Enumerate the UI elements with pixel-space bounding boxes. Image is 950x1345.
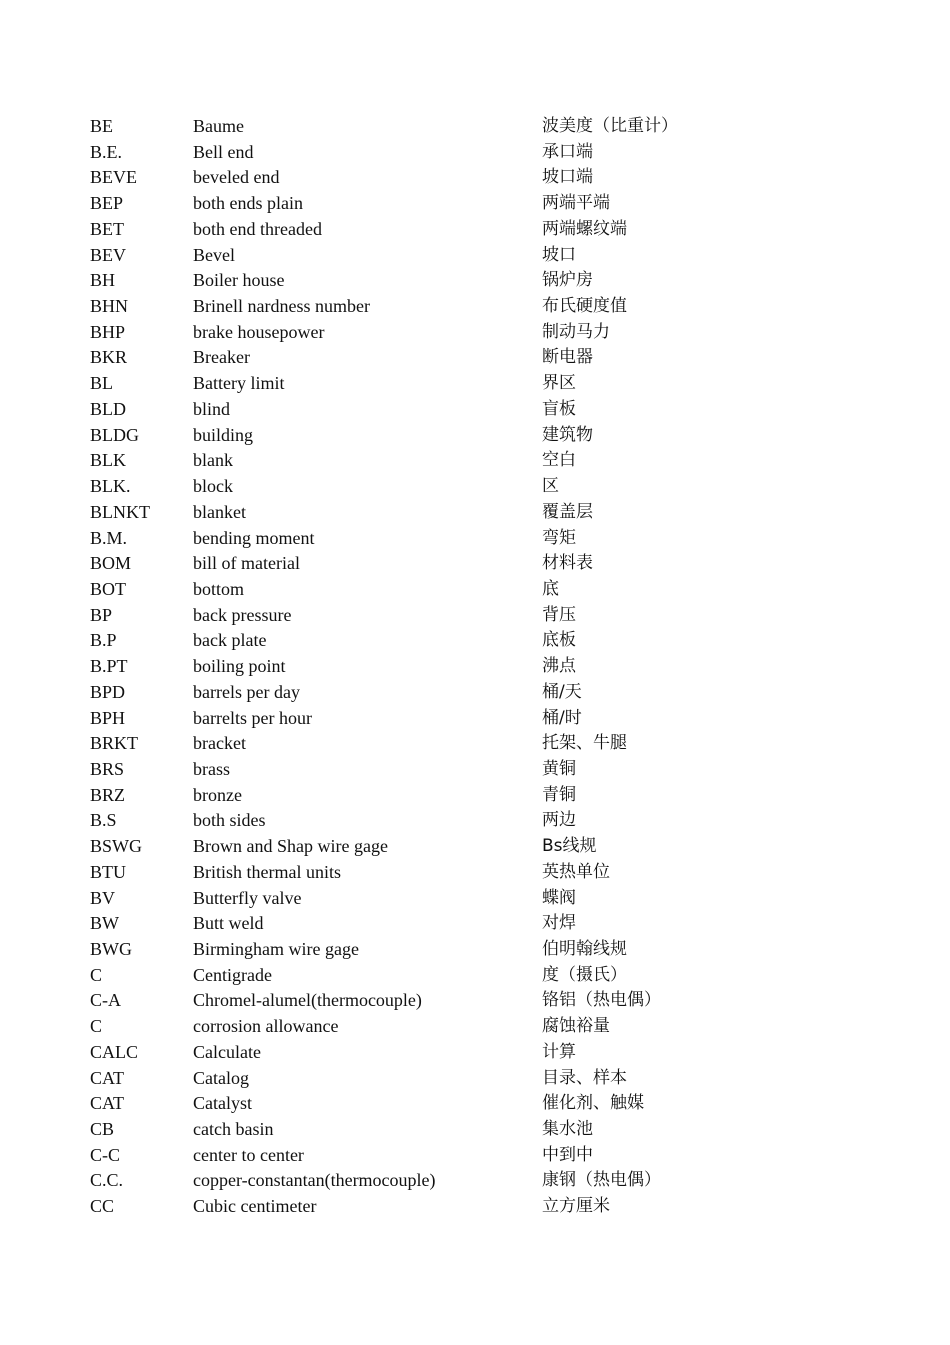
chinese-translation-cell: 承口端 [542, 141, 593, 162]
glossary-row [90, 783, 890, 809]
english-term-cell: bending moment [193, 527, 315, 548]
glossary-row [90, 886, 890, 912]
chinese-translation-cell: 中到中 [542, 1144, 593, 1165]
chinese-translation-cell: 布氏硬度值 [542, 296, 627, 317]
chinese-translation-cell: 断电器 [542, 347, 593, 368]
english-term-cell: building [193, 424, 254, 445]
english-term-cell: bronze [193, 784, 242, 805]
abbreviation-cell: C-A [90, 990, 121, 1011]
english-term-cell: Calculate [193, 1041, 261, 1062]
glossary-row [90, 371, 890, 397]
glossary-row [90, 706, 890, 732]
english-term-cell: Boiler house [193, 270, 285, 291]
chinese-translation-cell: 空白 [542, 450, 576, 471]
glossary-row [90, 114, 890, 140]
english-term-cell: both end threaded [193, 218, 322, 239]
english-term-cell: Chromel-alumel(thermocouple) [193, 990, 422, 1011]
chinese-translation-cell: 两端平端 [542, 193, 610, 214]
chinese-translation-cell: 波美度（比重计） [542, 116, 678, 136]
glossary-row [90, 1066, 890, 1092]
english-term-cell: bottom [193, 578, 245, 599]
chinese-translation-cell: 制动马力 [542, 321, 610, 342]
english-term-cell: Brinell nardness number [193, 296, 370, 317]
english-term-cell: both sides [193, 810, 266, 831]
abbreviation-cell: B.E. [90, 141, 123, 162]
abbreviation-cell: C.C. [90, 1170, 124, 1191]
english-term-cell: bill of material [193, 553, 300, 574]
abbreviation-cell: BOM [90, 553, 132, 574]
glossary-row [90, 963, 890, 989]
glossary-row [90, 860, 890, 886]
chinese-translation-cell: 建筑物 [542, 424, 593, 445]
abbreviation-cell: BRS [90, 758, 125, 779]
english-term-cell: Centigrade [193, 964, 272, 985]
abbreviation-cell: CAT [90, 1093, 125, 1114]
abbreviation-cell: BLD [90, 398, 126, 419]
chinese-translation-cell: 铬铝（热电偶） [542, 990, 661, 1011]
chinese-translation-cell: 伯明翰线规 [542, 939, 627, 959]
abbreviation-cell: BTU [90, 861, 126, 882]
abbreviation-cell: BPH [90, 707, 126, 728]
chinese-translation-cell: 度（摄氏） [542, 964, 627, 985]
glossary-row [90, 1040, 890, 1066]
abbreviation-glossary-table [90, 114, 890, 1220]
english-term-cell: copper-constantan(thermocouple) [193, 1170, 436, 1191]
glossary-row [90, 243, 890, 269]
abbreviation-cell: BHP [90, 321, 126, 342]
abbreviation-cell: CAT [90, 1067, 125, 1088]
chinese-translation-cell: 沸点 [542, 656, 576, 677]
glossary-row [90, 397, 890, 423]
chinese-translation-cell: 材料表 [542, 553, 593, 574]
abbreviation-cell: BPD [90, 681, 126, 702]
english-term-cell: block [193, 476, 233, 497]
glossary-row [90, 345, 890, 371]
abbreviation-cell: BRKT [90, 733, 139, 754]
chinese-translation-cell: 英热单位 [542, 861, 610, 882]
chinese-translation-cell: 目录、样本 [542, 1067, 627, 1088]
chinese-translation-cell: 蝶阀 [542, 887, 576, 908]
abbreviation-cell: B.S [90, 810, 117, 831]
english-term-cell: barrels per day [193, 681, 300, 702]
english-term-cell: Brown and Shap wire gage [193, 836, 388, 857]
chinese-translation-cell: 底 [542, 578, 559, 599]
glossary-row [90, 603, 890, 629]
chinese-translation-cell: 桶/天 [542, 681, 582, 702]
english-term-cell: boiling point [193, 656, 286, 677]
chinese-translation-cell: 两边 [542, 810, 576, 831]
english-term-cell: Breaker [193, 347, 250, 368]
abbreviation-cell: BEP [90, 193, 124, 214]
chinese-translation-cell: 弯矩 [542, 527, 576, 548]
chinese-translation-cell: 坡口 [542, 244, 576, 265]
chinese-translation-cell: 青铜 [542, 784, 576, 805]
english-term-cell: catch basin [193, 1119, 274, 1140]
english-term-cell: brass [193, 758, 230, 779]
abbreviation-cell: BET [90, 218, 124, 239]
chinese-translation-cell: 集水池 [542, 1119, 593, 1140]
abbreviation-cell: BLK. [90, 476, 131, 497]
glossary-row [90, 448, 890, 474]
abbreviation-cell: BLDG [90, 424, 139, 445]
abbreviation-cell: BW [90, 913, 119, 934]
abbreviation-cell: BLK [90, 450, 126, 471]
chinese-translation-cell: 托架、牛腿 [542, 733, 627, 754]
abbreviation-cell: BOT [90, 578, 126, 599]
english-term-cell: beveled end [193, 167, 280, 188]
abbreviation-cell: BHN [90, 296, 129, 317]
english-term-cell: Bell end [193, 141, 254, 162]
chinese-translation-cell: 康钢（热电偶） [542, 1170, 661, 1191]
abbreviation-cell: CC [90, 1196, 115, 1217]
chinese-translation-cell: 覆盖层 [542, 501, 593, 522]
abbreviation-cell: C [90, 964, 103, 985]
english-term-cell: corrosion allowance [193, 1016, 339, 1037]
glossary-row [90, 937, 890, 963]
english-term-cell: center to center [193, 1144, 304, 1165]
glossary-row [90, 1194, 890, 1220]
chinese-translation-cell: 区 [542, 476, 559, 497]
glossary-row [90, 911, 890, 937]
glossary-row [90, 320, 890, 346]
glossary-row [90, 423, 890, 449]
abbreviation-cell: BV [90, 887, 116, 908]
abbreviation-cell: C-C [90, 1144, 121, 1165]
abbreviation-cell: BH [90, 270, 116, 291]
abbreviation-cell: BSWG [90, 836, 143, 857]
english-term-cell: Catalyst [193, 1093, 252, 1114]
chinese-translation-cell: 锅炉房 [542, 270, 593, 291]
abbreviation-cell: B.PT [90, 656, 128, 677]
glossary-row [90, 757, 890, 783]
english-term-cell: Bevel [193, 244, 235, 265]
english-term-cell: Catalog [193, 1067, 249, 1088]
chinese-translation-cell: 黄铜 [542, 758, 576, 779]
chinese-translation-cell: 计算 [542, 1041, 576, 1062]
glossary-row [90, 988, 890, 1014]
abbreviation-cell: BE [90, 116, 114, 136]
english-term-cell: both ends plain [193, 193, 303, 214]
english-term-cell: Butt weld [193, 913, 264, 934]
english-term-cell: Butterfly valve [193, 887, 302, 908]
english-term-cell: barrelts per hour [193, 707, 312, 728]
glossary-row [90, 551, 890, 577]
english-term-cell: blind [193, 398, 231, 419]
glossary-row [90, 526, 890, 552]
english-term-cell: blanket [193, 501, 246, 522]
glossary-row [90, 140, 890, 166]
glossary-row [90, 834, 890, 860]
chinese-translation-cell: 背压 [542, 604, 576, 625]
abbreviation-cell: BL [90, 373, 114, 394]
chinese-translation-cell: 腐蚀裕量 [542, 1016, 610, 1037]
english-term-cell: back pressure [193, 604, 292, 625]
abbreviation-cell: CB [90, 1119, 115, 1140]
glossary-row [90, 731, 890, 757]
glossary-row [90, 1143, 890, 1169]
glossary-row [90, 191, 890, 217]
english-term-cell: brake housepower [193, 321, 325, 342]
glossary-row [90, 577, 890, 603]
abbreviation-cell: BEV [90, 244, 126, 265]
abbreviation-cell: B.M. [90, 527, 128, 548]
glossary-row [90, 1168, 890, 1194]
glossary-row [90, 1117, 890, 1143]
chinese-translation-cell: 立方厘米 [542, 1196, 610, 1217]
chinese-translation-cell: 界区 [542, 373, 576, 394]
chinese-translation-cell: 对焊 [542, 913, 576, 934]
chinese-translation-cell: Bs线规 [542, 836, 597, 857]
english-term-cell: British thermal units [193, 861, 341, 882]
english-term-cell: Battery limit [193, 373, 285, 394]
glossary-row [90, 500, 890, 526]
chinese-translation-cell: 催化剂、触媒 [542, 1093, 644, 1114]
english-term-cell: Birmingham wire gage [193, 939, 359, 959]
glossary-row [90, 1091, 890, 1117]
glossary-row [90, 268, 890, 294]
abbreviation-cell: BLNKT [90, 501, 150, 522]
chinese-translation-cell: 两端螺纹端 [542, 218, 627, 239]
glossary-row [90, 628, 890, 654]
abbreviation-cell: B.P [90, 630, 117, 651]
english-term-cell: blank [193, 450, 233, 471]
abbreviation-cell: BWG [90, 939, 132, 959]
english-term-cell: Baume [193, 116, 244, 136]
abbreviation-cell: CALC [90, 1041, 139, 1062]
chinese-translation-cell: 坡口端 [542, 167, 593, 188]
abbreviation-cell: BEVE [90, 167, 137, 188]
glossary-row [90, 1014, 890, 1040]
chinese-translation-cell: 盲板 [542, 398, 576, 419]
abbreviation-cell: BKR [90, 347, 128, 368]
english-term-cell: bracket [193, 733, 246, 754]
glossary-row [90, 165, 890, 191]
chinese-translation-cell: 底板 [542, 630, 576, 651]
abbreviation-cell: BRZ [90, 784, 126, 805]
abbreviation-cell: BP [90, 604, 113, 625]
glossary-row [90, 654, 890, 680]
glossary-row [90, 680, 890, 706]
glossary-row [90, 217, 890, 243]
glossary-row [90, 474, 890, 500]
english-term-cell: back plate [193, 630, 267, 651]
english-term-cell: Cubic centimeter [193, 1196, 317, 1217]
glossary-row [90, 808, 890, 834]
glossary-row [90, 294, 890, 320]
abbreviation-cell: C [90, 1016, 103, 1037]
chinese-translation-cell: 桶/时 [542, 707, 582, 728]
